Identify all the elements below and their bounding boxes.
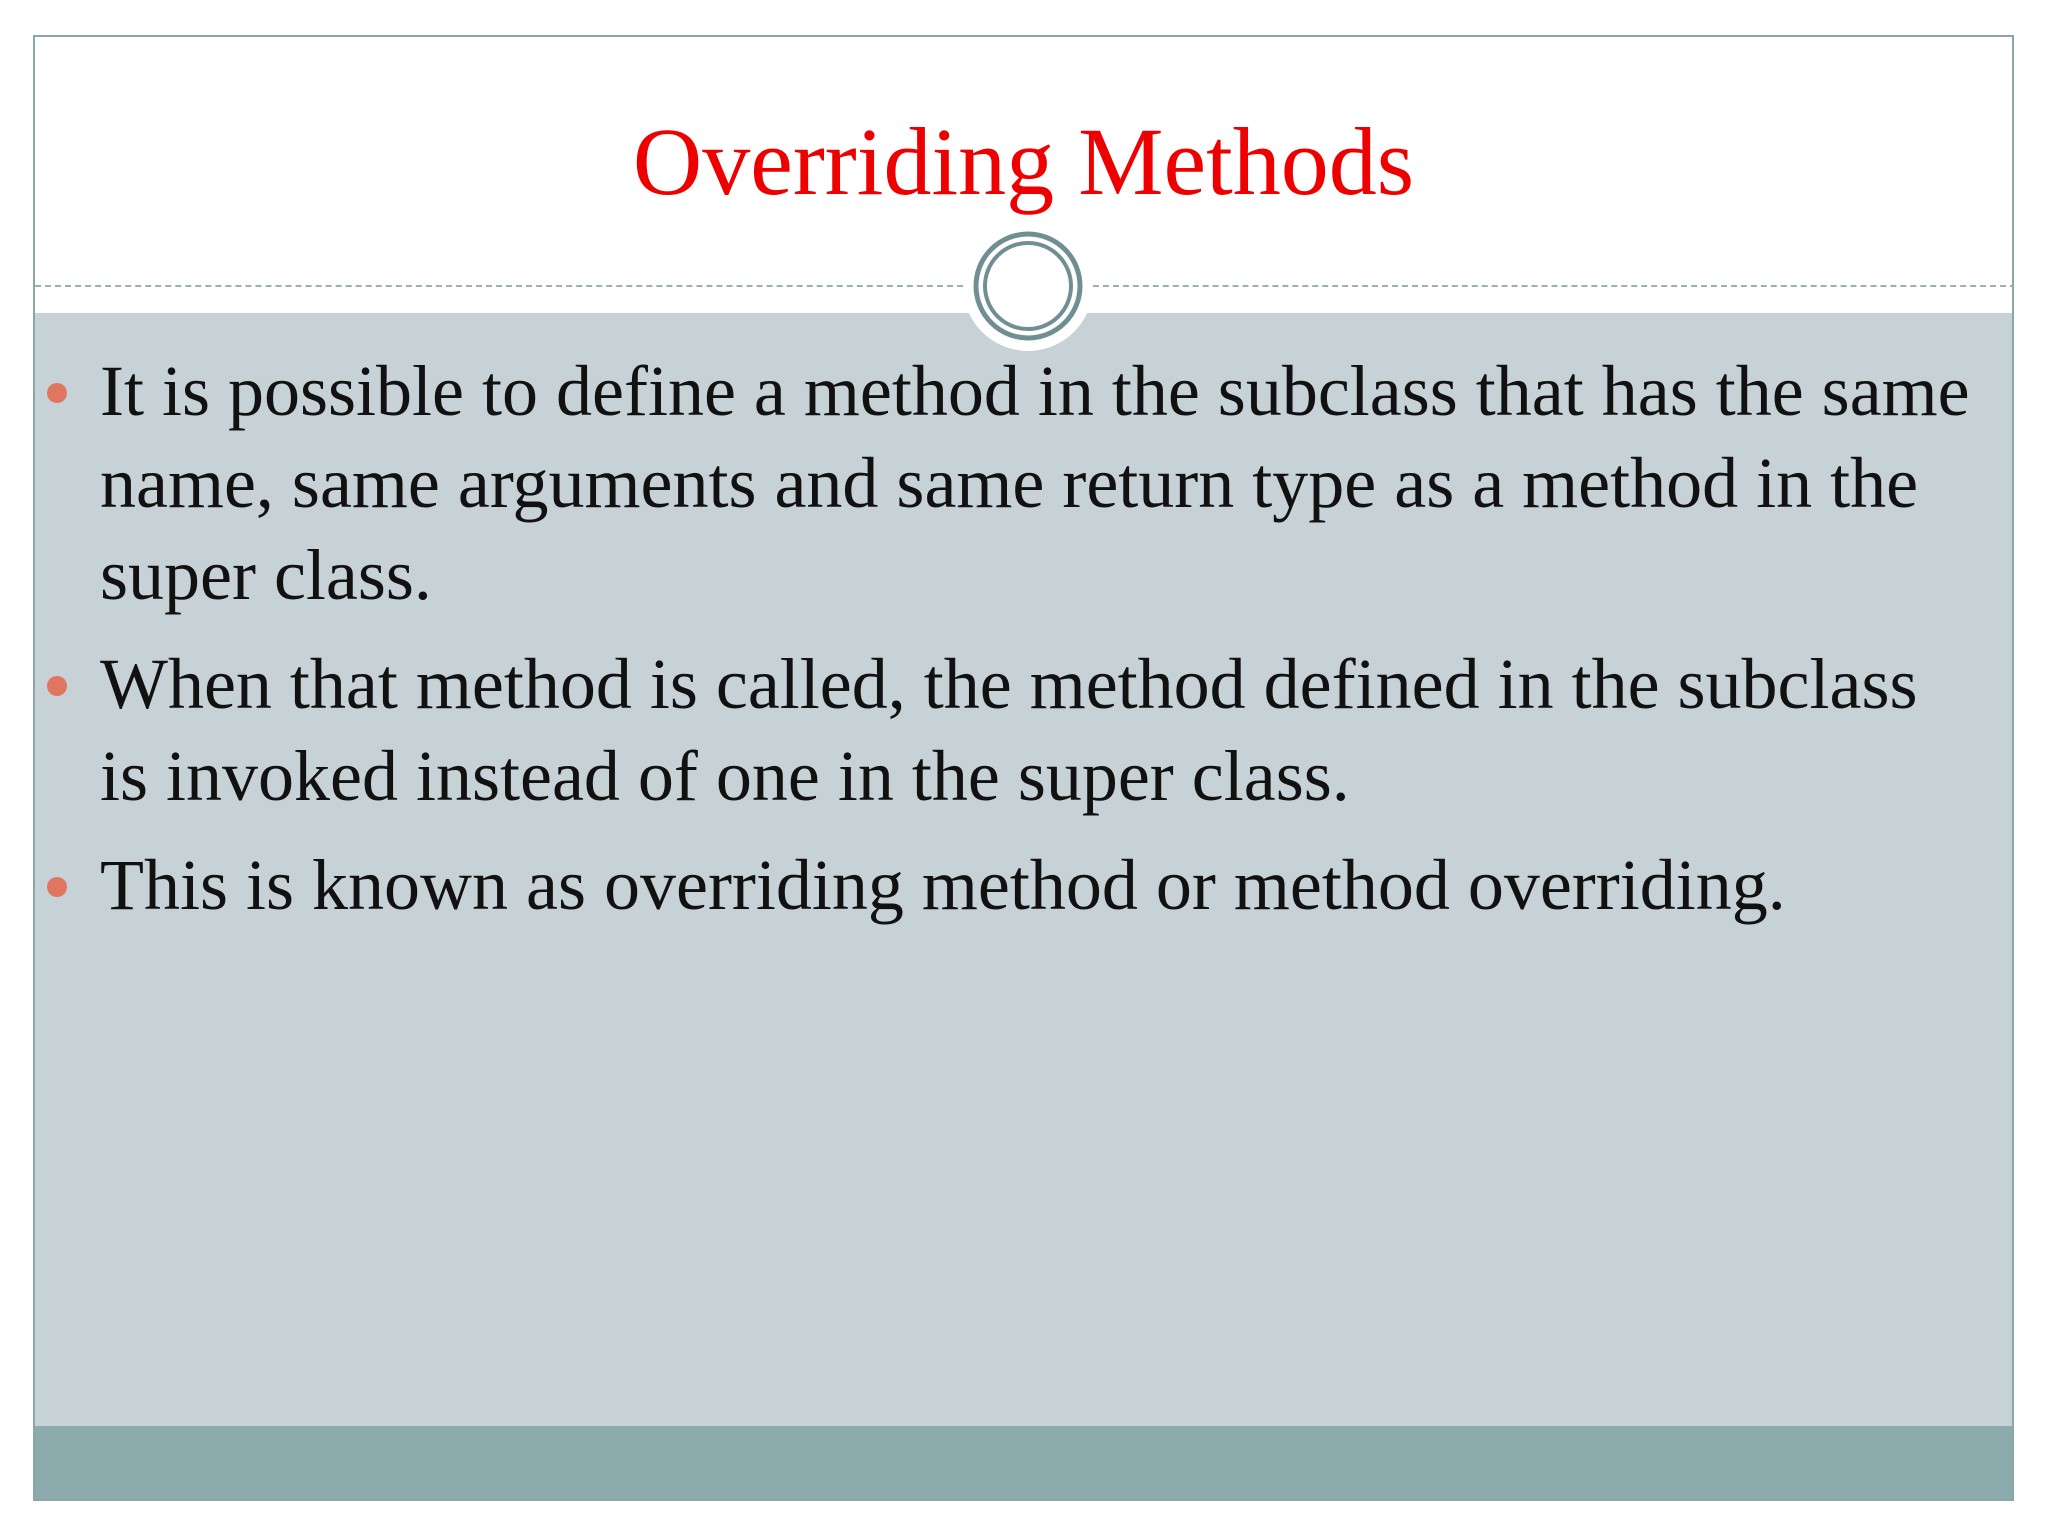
bullet-item (35, 638, 2012, 822)
bullet-text: It is possible to define a method in the subclass that has the same name, same arguments and same return type as a method in the super class. (100, 351, 1970, 615)
title-divider-left (35, 285, 963, 287)
dot-icon (47, 877, 67, 897)
dot-icon (47, 676, 67, 696)
footer-band (35, 1426, 2012, 1499)
bullet-text: When that method is called, the method defined in the subclass is invoked instead of one in the super class. (100, 644, 1918, 816)
dot-icon (47, 383, 67, 403)
slide-title: Overriding Methods (632, 108, 1415, 215)
bullet-item (35, 839, 2012, 931)
bullet-list (35, 345, 2012, 948)
slide (33, 35, 2014, 1501)
circle-ring-icon (963, 221, 1093, 351)
bullet-text: This is known as overriding method or method overriding. (100, 845, 1786, 925)
bullet-item (35, 345, 2012, 621)
title-divider-right (1093, 285, 2014, 287)
